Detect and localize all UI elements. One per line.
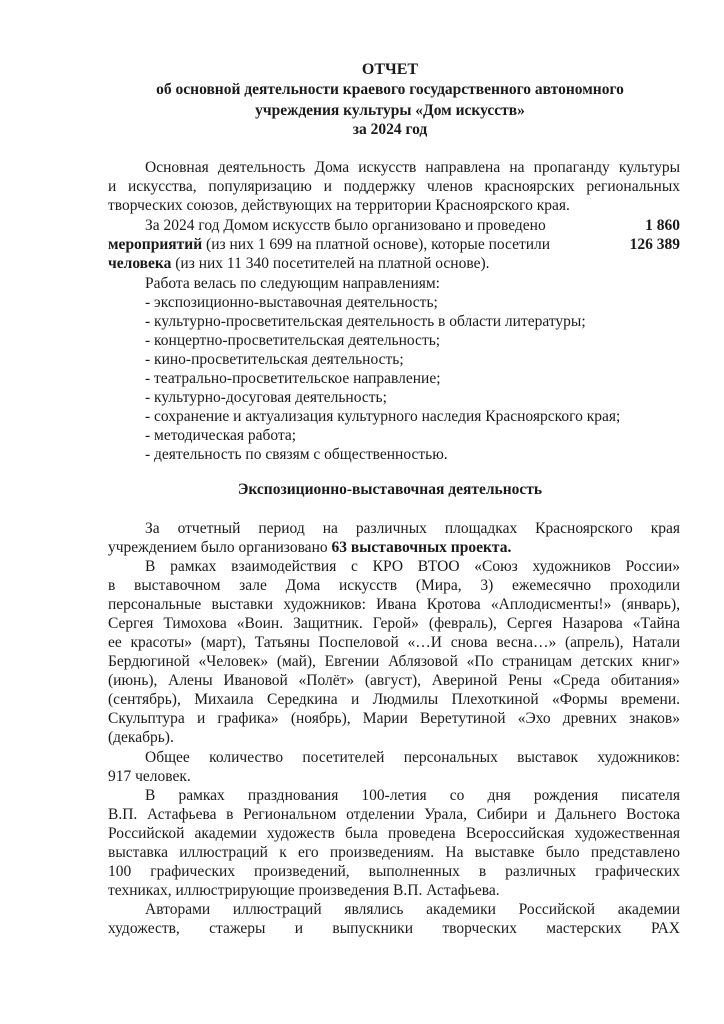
stats-text: (из них 1 699 на платной основе), которые посетили	[202, 236, 551, 253]
body-line: Бердюгиной «Человек» (май), Евгении Аблязовой «По страницам детских книг»	[108, 653, 680, 670]
section-line: За отчетный период на различных площадках Красноярского края	[145, 520, 680, 537]
body-line: В рамках взаимодействия с КРО ВТОО «Союз художников России»	[145, 558, 680, 575]
direction-item: - кино-просветительская деятельность;	[145, 351, 404, 368]
direction-item: - концертно-просветительская деятельность;	[145, 332, 441, 349]
astafiev-line: В.П. Астафьева в Региональном отделении Урала, Сибири и Дальнего Востока	[108, 806, 680, 823]
astafiev-line: техниках, иллюстрирующие произведения В.П. Астафьева.	[108, 882, 500, 899]
body-line: в выставочном зале Дома искусств (Мира, 3) ежемесячно проходили	[108, 577, 680, 594]
astafiev-line: выставка иллюстраций к его произведениям. На выставке было представлено	[108, 844, 680, 861]
astafiev-line: В рамках празднования 100-летия со дня рождения писателя	[145, 787, 680, 804]
direction-item: - деятельность по связям с общественностью.	[145, 446, 448, 463]
intro-line: и искусства, популяризацию и поддержку членов красноярских региональных	[108, 178, 680, 195]
stats-line-2	[108, 235, 680, 254]
intro-line: Основная деятельность Дома искусств направлена на пропаганду культуры	[145, 159, 680, 176]
directions-intro: Работа велась по следующим направлениям:	[145, 275, 440, 292]
events-count: 1 860	[645, 217, 680, 234]
report-subtitle-line-1: об основной деятельности краевого государственного автономного	[156, 81, 624, 98]
stats-line-3	[108, 254, 490, 273]
visitors-count: 126 389	[629, 236, 680, 253]
stats-events-label: мероприятий	[108, 236, 203, 253]
projects-count: 63 выставочных проекта.	[331, 539, 512, 556]
section-text: учреждением было организовано	[108, 539, 332, 556]
report-title: ОТЧЕТ	[361, 61, 419, 78]
visitors-line: Общее количество посетителей персональных выставок художников:	[145, 749, 680, 766]
stats-text: (из них 11 340 посетителей на платной основе).	[171, 255, 490, 272]
section-line	[108, 538, 511, 557]
stats-people-label: человека	[108, 255, 172, 272]
body-line: персональные выставки художников: Ивана Кротова «Аплодисменты!» (январь),	[108, 596, 680, 613]
body-line: (декабрь).	[108, 729, 174, 746]
body-line: ее красоты» (март), Татьяны Поспеловой «…И снова весна…» (апрель), Натали	[108, 634, 680, 651]
direction-item: - методическая работа;	[145, 427, 297, 444]
report-year: за 2024 год	[352, 121, 428, 138]
body-line: (сентябрь), Михаила Середкина и Людмилы Плехоткиной «Формы времени.	[108, 691, 680, 708]
direction-item: - культурно-просветительская деятельность в области литературы;	[145, 313, 586, 330]
authors-line: художеств, стажеры и выпускники творческих мастерских РАХ	[108, 920, 680, 937]
direction-item: - культурно-досуговая деятельность;	[145, 389, 387, 406]
authors-line: Авторами иллюстраций являлись академики Российской академии	[145, 901, 680, 918]
astafiev-line: 100 графических произведений, выполненных в различных графических	[108, 863, 680, 880]
body-line: (июнь), Алены Ивановой «Полёт» (август), Авериной Рены «Среда обитания»	[108, 672, 680, 689]
direction-item: - театрально-просветительское направление;	[145, 370, 441, 387]
visitors-line: 917 человек.	[108, 768, 191, 785]
intro-line: творческих союзов, действующих на территории Красноярского края.	[108, 197, 570, 214]
section-title: Экспозиционно-выставочная деятельность	[237, 481, 543, 498]
astafiev-line: Российской академии художеств была проведена Всероссийская художественная	[108, 825, 680, 842]
stats-text: За 2024 год Домом искусств было организовано и проведено	[145, 217, 546, 234]
body-line: Сергея Тимохова «Воин. Защитник. Герой» (февраль), Сергея Назарова «Тайна	[108, 615, 680, 632]
direction-item: - сохранение и актуализация культурного наследия Красноярского края;	[145, 408, 621, 425]
stats-line-1	[145, 216, 680, 235]
direction-item: - экспозиционно-выставочная деятельность;	[145, 294, 438, 311]
body-line: Скульптура и графика» (ноябрь), Марии Веретутиной «Эхо древних знаков»	[108, 710, 680, 727]
report-subtitle-line-2: учреждения культуры «Дом искусств»	[255, 102, 525, 119]
